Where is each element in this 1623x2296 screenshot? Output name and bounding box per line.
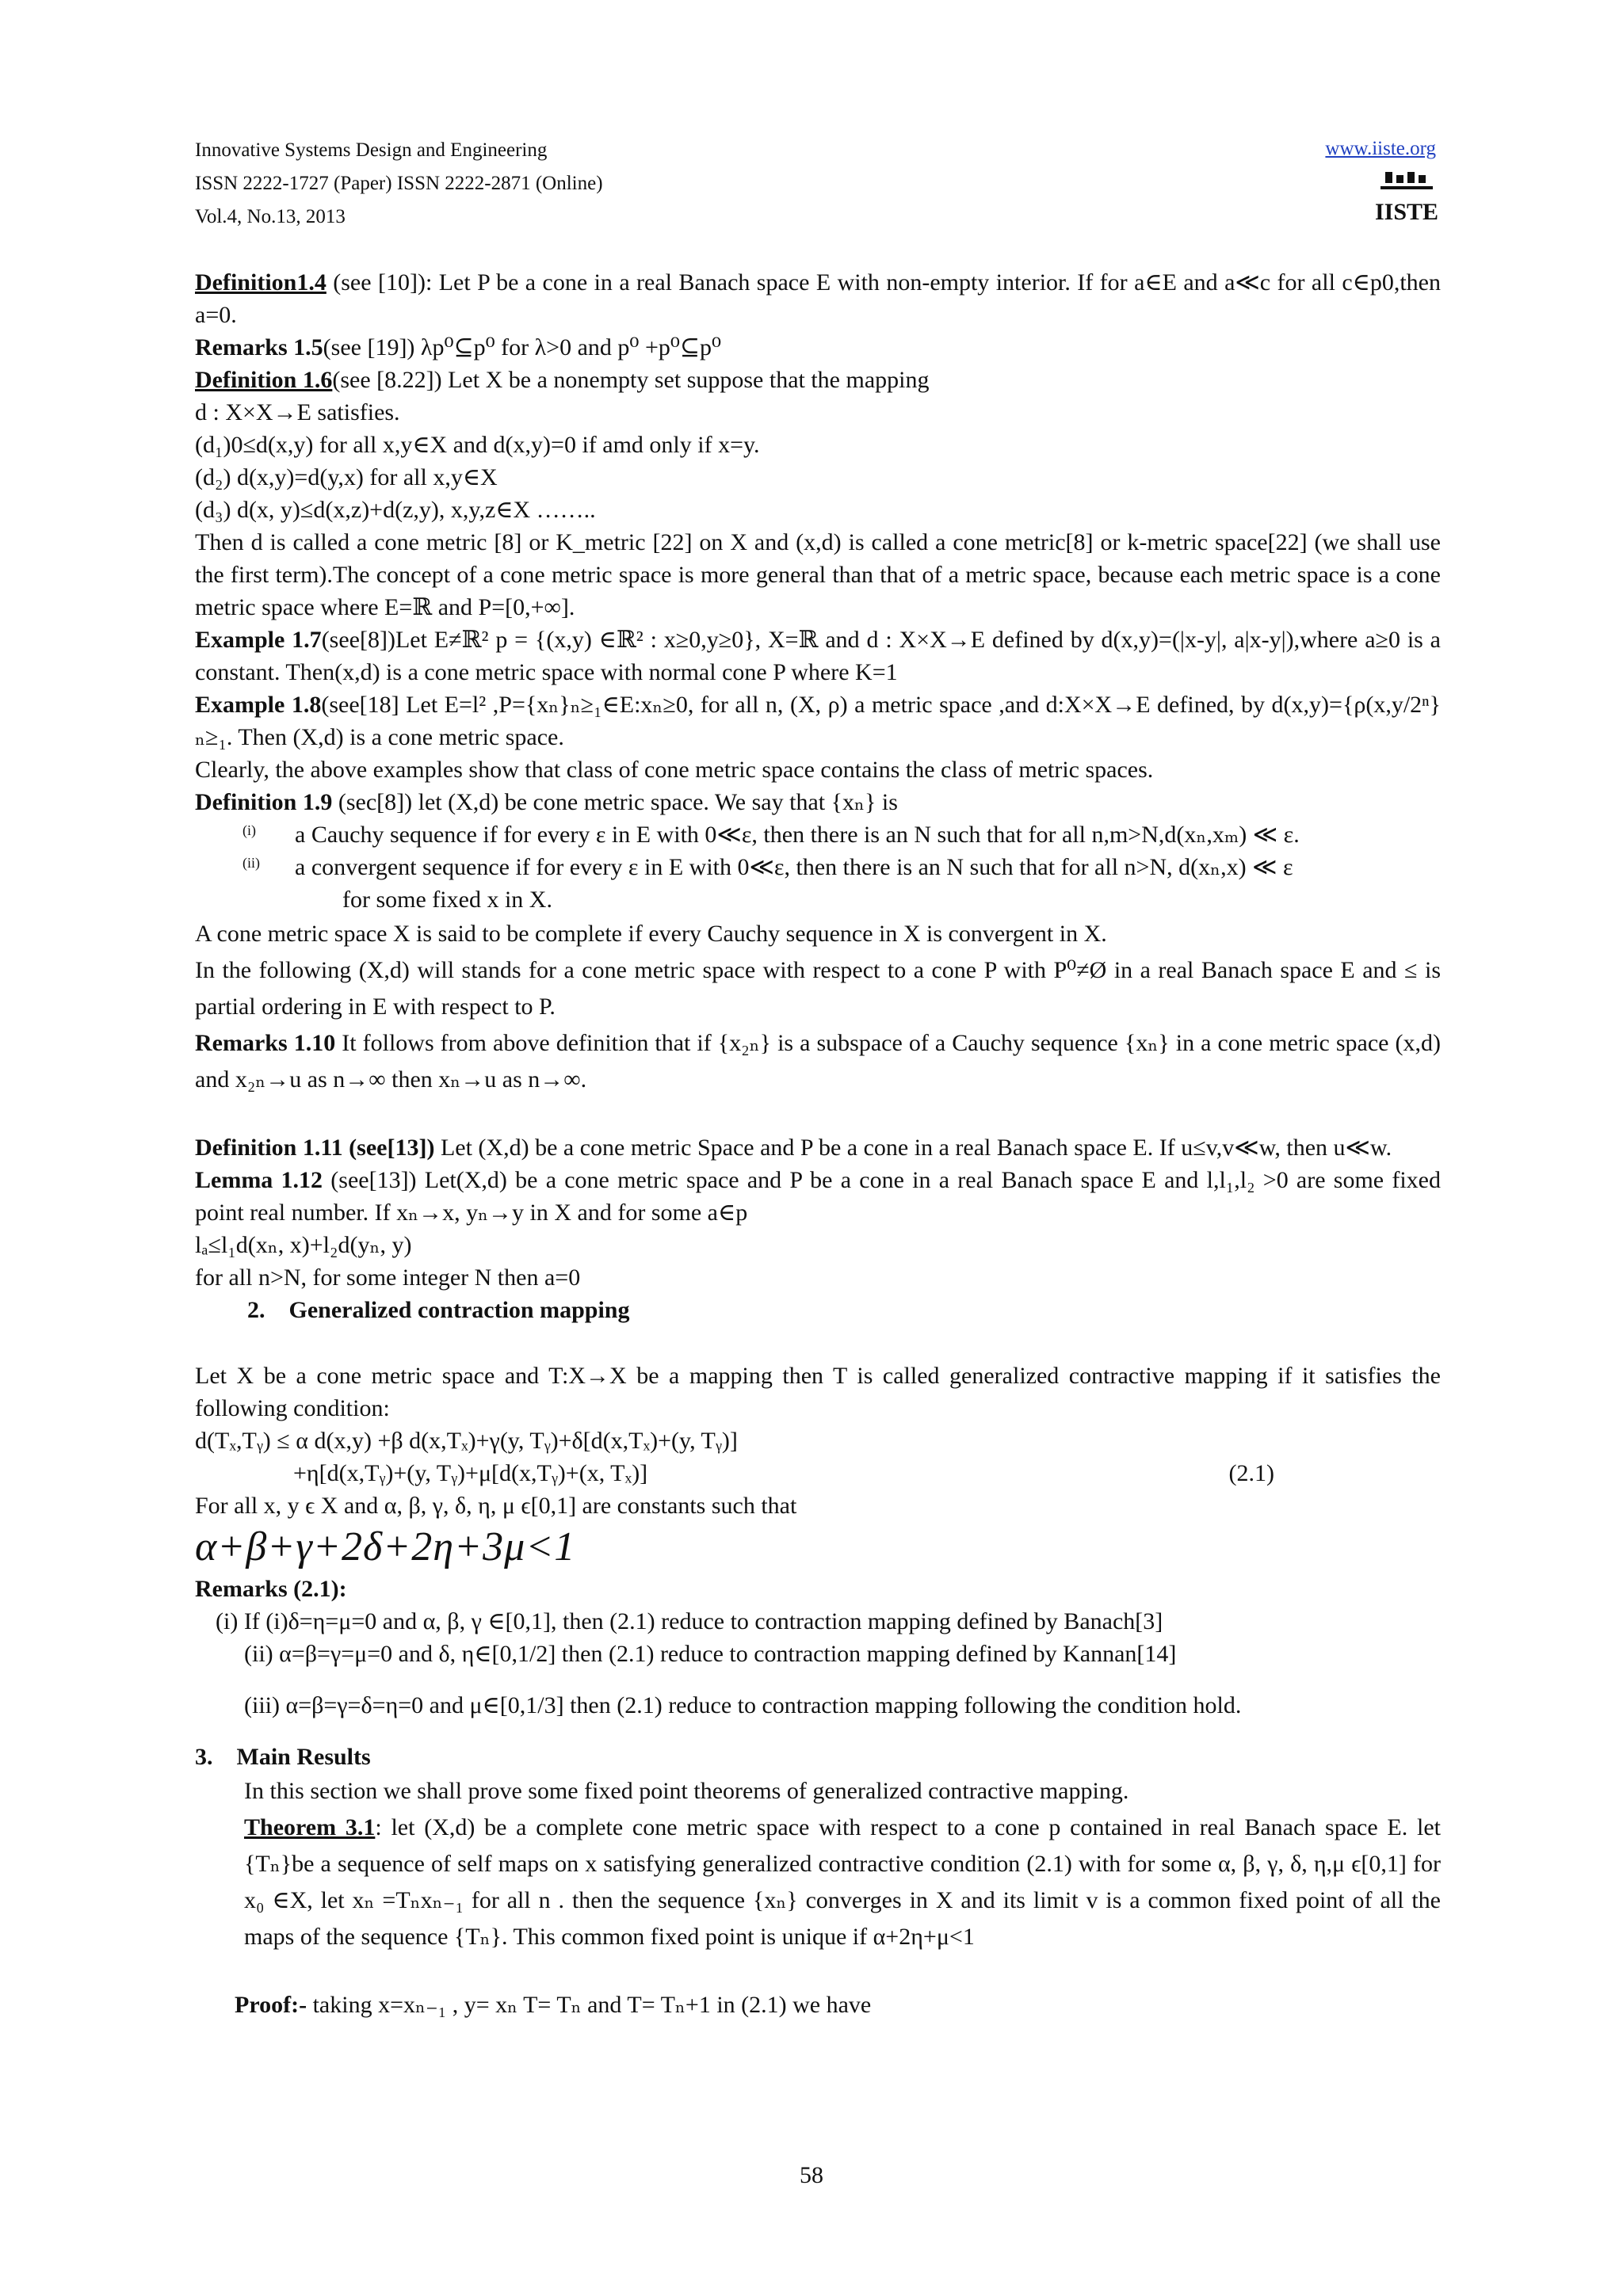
example-1-7: Example 1.7(see[8])Let E≠ℝ² p = {(x,y) ∈ℝ² : x≥0,y≥0}, X=ℝ and d : X×X→E defined by d(x,y)=(|x-y|, a|x-y|),where a≥0 is a constant. Then(x,d) is a cone metric space with normal cone P where K=1 [195,627,1442,685]
remarks-1-10: Remarks 1.10 It follows from above definition that if {x₂ₙ} is a subspace of a Cauchy sequence {xₙ} in a cone metric space (x,d) and x₂ₙ→u as n→∞ then xₙ→u as n→∞. [195,1030,1441,1093]
website-link[interactable]: www.iiste.org [1325,138,1436,159]
iiste-logo-icon [1374,170,1439,226]
list-continuation: for some fixed x in X. [342,887,552,913]
issn-line: ISSN 2222-1727 (Paper) ISSN 2222-2871 (Online) [195,173,603,194]
definition-label: Definition 1.6 [195,367,333,393]
remark-item-ii: (ii) α=β=γ=μ=0 and δ, η∈[0,1/2] then (2.1) reduce to contraction mapping defined by Kannan[14] [244,1641,1177,1667]
list-text: a convergent sequence if for every ε in E with 0≪ε, then there is an N such that for all n>N, d(xₙ,x) ≪ ε [295,854,1293,880]
remarks-2-1-label: Remarks (2.1): [195,1576,347,1602]
lemma-label: Lemma 1.12 [195,1167,323,1193]
equation-line-1: d(Tₓ,Tᵧ) ≤ α d(x,y) +β d(x,Tₓ)+γ(y, Tᵧ)+δ[d(x,Tₓ)+(y, Tᵧ)] [195,1428,738,1454]
definition-1-9: Definition 1.9 (sec[8]) let (X,d) be cone metric space. We say that {xₙ} is [195,789,898,815]
definition-label: Definition 1.11 (see[13]) [195,1135,435,1161]
example-label: Example 1.7 [195,627,322,653]
complete-paragraph: A cone metric space X is said to be complete if every Cauchy sequence in X is convergent in X. [195,921,1107,947]
axiom-d1: (d₁)0≤d(x,y) for all x,y∈X and d(x,y)=0 if amd only if x=y. [195,432,760,458]
list-number: (ii) [242,855,260,871]
list-item [195,818,1441,851]
article-body [195,266,1441,2021]
volume-line: Vol.4, No.13, 2013 [195,206,346,227]
theorem-label: Theorem 3.1 [244,1814,376,1840]
axiom-d2: (d₂) d(x,y)=d(y,x) for all x,y∈X [195,464,498,490]
remarks-label: Remarks 1.10 [195,1030,336,1056]
example-1-8: Example 1.8(see[18] Let E=l² ,P={xₙ}ₙ≥₁∈E:xₙ≥0, for all n, (X, ρ) a metric space ,and d:X×X→E defined, by d(x,y)={ρ(x,y/2ⁿ}ₙ≥₁. Then (X,d) is a cone metric space. [195,692,1442,750]
proof-label: Proof:- [235,1992,307,2018]
definition-label: Definition1.4 [195,269,327,296]
lemma-1-12: Lemma 1.12 (see[13]) Let(X,d) be a cone metric space and P be a cone in a real Banach space E and l,l₁,l₂ >0 are some fixed point real number. If xₙ→x, yₙ→y in X and for some a∈p [195,1167,1441,1226]
list-item [195,851,1441,883]
section-3-heading: 3. Main Results [195,1744,371,1770]
definition-1-6: Definition 1.6(see [8.22]) Let X be a nonempty set suppose that the mapping [195,367,930,393]
remarks-1-5: Remarks 1.5(see [19]) λp⁰⊆p⁰ for λ>0 and p⁰ +p⁰⊆p⁰ [195,334,722,360]
page-number: 58 [800,2162,823,2188]
journal-name: Innovative Systems Design and Engineering [195,139,548,161]
svg-text:IISTE: IISTE [1374,199,1439,225]
section-3-intro: In this section we shall prove some fixed point theorems of generalized contractive mapping. [244,1778,1129,1804]
theorem-3-1: Theorem 3.1: let (X,d) be a complete cone metric space with respect to a cone p contained in real Banach space E. let {Tₙ}be a sequence of self maps on x satisfying generalized contractive condition (2.1) with for some α, β, γ, δ, η,μ ϵ[0,1] for x₀ ∈X, let xₙ =Tₙxₙ₋₁ for all n . then the sequence {xₙ} converges in X and its limit v is a common fixed point of all the maps of the sequence {Tₙ}. This common fixed point is unique if α+2η+μ<1 [244,1814,1441,1950]
mapping-line: d : X×X→E satisfies. [195,399,400,425]
section-2-paragraph: Let X be a cone metric space and T:X→X be a mapping then T is called generalized contractive mapping if it satisfies the following condition: [195,1363,1441,1421]
axiom-d3: (d₃) d(x, y)≤d(x,z)+d(z,y), x,y,z∈X …….. [195,497,596,523]
lemma-inequality: lₐ≤l₁d(xₙ, x)+l₂d(yₙ, y) [195,1232,412,1258]
proof-paragraph: Proof:- taking x=xₙ₋₁ , y= xₙ T= Tₙ and T= Tₙ+1 in (2.1) we have [235,1992,872,2018]
definition-1-11: Definition 1.11 (see[13]) Let (X,d) be a cone metric Space and P be a cone in a real Banach space E. If u≤v,v≪w, then u≪w. [195,1135,1392,1161]
definition-label: Definition 1.9 [195,789,333,815]
list-number: (i) [242,822,256,838]
clearly-paragraph: Clearly, the above examples show that class of cone metric space contains the class of metric spaces. [195,757,1154,783]
lemma-conclusion: for all n>N, for some integer N then a=0 [195,1264,581,1291]
equation-line-2: +η[d(x,Tᵧ)+(y, Tᵧ)+μ[d(x,Tᵧ)+(x, Tₓ)] (2.1) [195,1457,1441,1489]
list-text: a Cauchy sequence if for every ε in E with 0≪ε, then there is an N such that for all n,m>N,d(xₙ,xₘ) ≪ ε. [295,822,1300,848]
remark-item-iii: (iii) α=β=γ=δ=η=0 and μ∈[0,1/3] then (2.1) reduce to contraction mapping following the condition hold. [244,1692,1242,1718]
equation-number: (2.1) [1228,1460,1274,1486]
big-inequality: α+β+γ+2δ+2η+3μ<1 [195,1524,576,1569]
remarks-label: Remarks 1.5 [195,334,323,360]
following-paragraph: In the following (X,d) will stands for a cone metric space with respect to a cone P with P⁰≠Ø in a real Banach space E and ≤ is partial ordering in E with respect to P. [195,957,1441,1020]
remark-item-i: (i) If (i)δ=η=μ=0 and α, β, γ ∈[0,1], then (2.1) reduce to contraction mapping defined by Banach[3] [216,1608,1163,1634]
example-label: Example 1.8 [195,692,322,718]
cone-metric-paragraph: Then d is called a cone metric [8] or K_metric [22] on X and (x,d) is called a cone metric[8] or k-metric space[22] (we shall use the first term).The concept of a cone metric space is more general than that of a metric space, because each metric space is a cone metric space where E=ℝ and P=[0,+∞]. [195,529,1441,620]
constants-paragraph: For all x, y ϵ X and α, β, γ, δ, η, μ ϵ[0,1] are constants such that [195,1493,797,1519]
section-2-heading: 2. Generalized contraction mapping [247,1297,630,1323]
definition-1-4: Definition1.4 (see [10]): Let P be a cone in a real Banach space E with non-empty interior. If for a∈E and a≪c for all c∈p0,then a=0. [195,269,1441,328]
